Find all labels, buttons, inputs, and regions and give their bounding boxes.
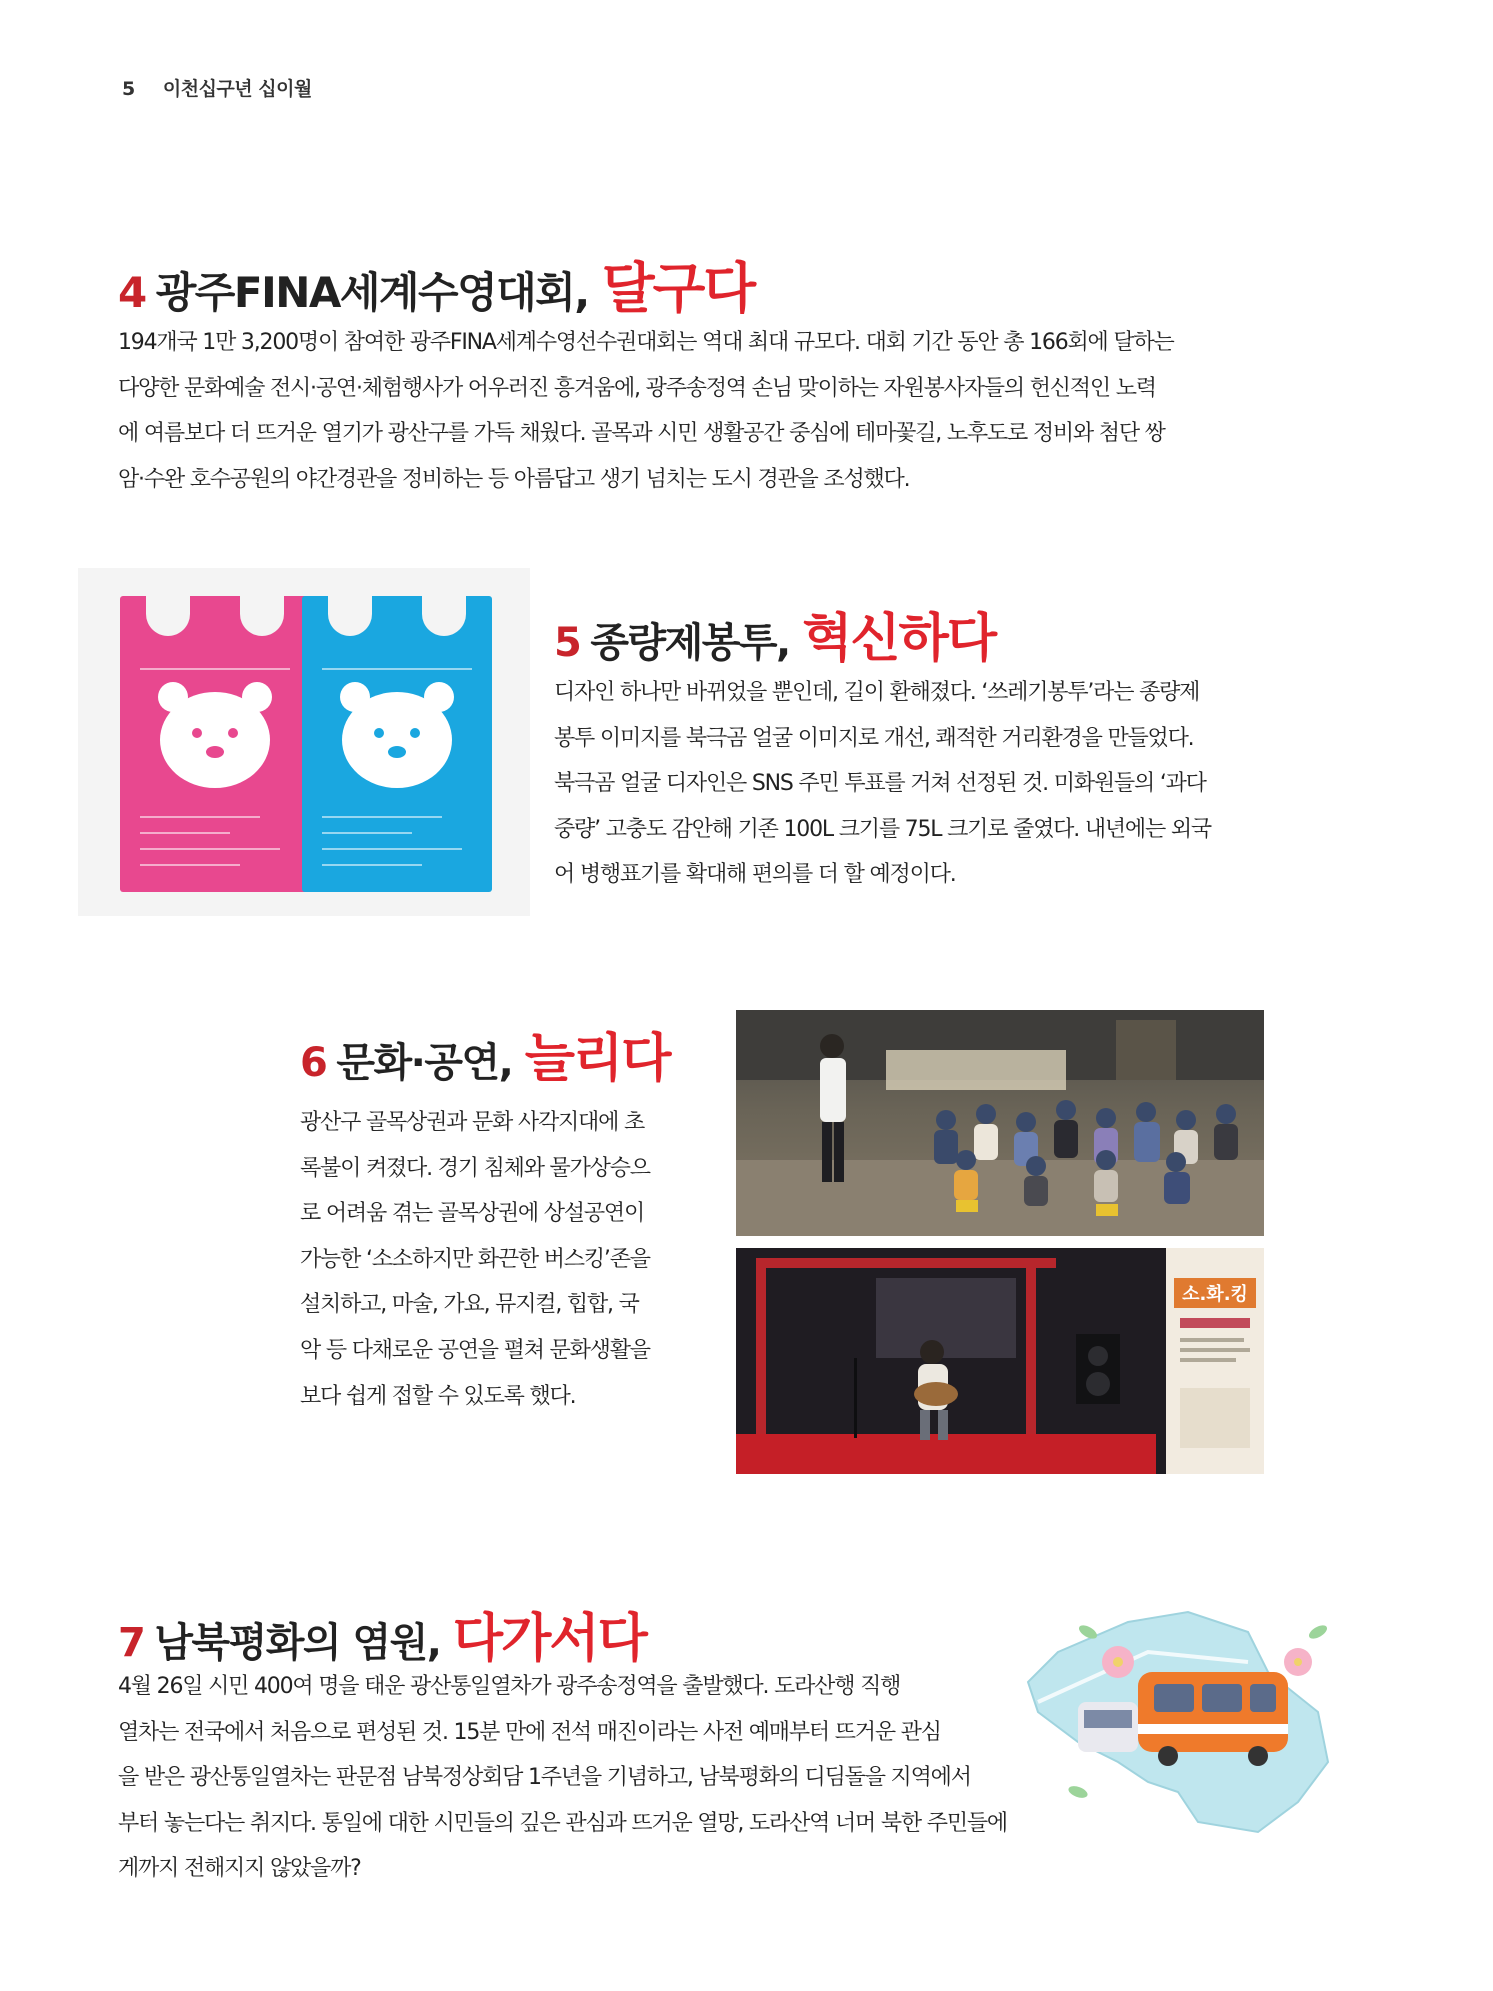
section-7-highlight: 다가서다 <box>452 1609 646 1669</box>
section-6-line: 록불이 켜졌다. 경기 침체와 물가상승으 <box>300 1155 650 1181</box>
section-5-line: 중량’ 고충도 감안해 기존 100L 크기를 75L 크기로 줄였다. 내년에는 외국 <box>554 816 1211 842</box>
pink-bag <box>120 596 310 892</box>
section-4-number: 4 <box>118 268 146 317</box>
busking-crowd-illustration <box>736 1010 1264 1236</box>
polar-bear-face-icon <box>160 692 270 788</box>
section-6-line: 보다 쉽게 접할 수 있도록 했다. <box>300 1383 576 1409</box>
garbage-bag-image <box>78 568 530 916</box>
korea-map-train-illustration <box>1018 1592 1348 1846</box>
section-7-number: 7 <box>118 1620 145 1666</box>
section-6-line: 가능한 ‘소소하지만 화끈한 버스킹’존을 <box>300 1246 650 1272</box>
section-7-line: 4월 26일 시민 400여 명을 태운 광산통일열차가 광주송정역을 출발했다. 도라산행 직행 <box>118 1674 901 1699</box>
section-7-body <box>118 1664 1098 1892</box>
sign-title: 소.화.킹 <box>1182 1284 1248 1305</box>
polar-bear-face-icon <box>342 692 452 788</box>
section-4-heading: 광주FINA세계수영대회, <box>155 268 589 317</box>
issue-date: 이천십구년 십이월 <box>162 78 312 100</box>
section-4-title <box>118 244 754 323</box>
section-4-highlight: 달구다 <box>601 256 755 320</box>
section-7-line: 게까지 전해지지 않았을까? <box>118 1856 361 1882</box>
night-busking-stage-photo <box>736 1248 1264 1474</box>
section-4-body <box>118 320 1278 502</box>
section-5-heading: 종량제봉투, <box>590 620 790 666</box>
section-4-line: 194개국 1만 3,200명이 참여한 광주FINA세계수영선수권대회는 역대 최대 규모다. 대회 기간 동안 총 166회에 달하는 <box>118 330 1174 355</box>
section-7-line: 열차는 전국에서 처음으로 편성된 것. 15분 만에 전석 매진이라는 사전 예매부터 뜨거운 관심 <box>118 1719 941 1745</box>
blue-bag <box>302 596 492 892</box>
section-6-line: 로 어려움 겪는 골목상권에 상설공연이 <box>300 1201 645 1227</box>
section-7-line: 을 받은 광산통일열차는 판문점 남북정상회담 1주년을 기념하고, 남북평화의 디딤돌을 지역에서 <box>118 1765 971 1791</box>
section-5-title <box>554 596 995 671</box>
section-5-line: 어 병행표기를 확대해 편의를 더 할 예정이다. <box>554 862 956 888</box>
section-4-line: 에 여름보다 더 뜨거운 열기가 광산구를 가득 채웠다. 골목과 시민 생활공간 중심에 테마꽃길, 노후도로 정비와 첨단 쌍 <box>118 421 1165 447</box>
section-6-line: 광산구 골목상권과 문화 사각지대에 초 <box>300 1110 645 1135</box>
section-4-line: 다양한 문화예술 전시·공연·체험행사가 어우러진 흥겨움에, 광주송정역 손님 맞이하는 자원봉사자들의 헌신적인 노력 <box>118 375 1156 401</box>
section-6-line: 악 등 다채로운 공연을 펼쳐 문화생활을 <box>300 1337 650 1363</box>
section-5-highlight: 혁신하다 <box>802 609 996 669</box>
train-map-icon <box>1018 1592 1348 1846</box>
page-number: 5 <box>122 78 135 100</box>
section-5-number: 5 <box>554 620 581 666</box>
section-7-line: 부터 놓는다는 취지다. 통일에 대한 시민들의 깊은 관심과 뜨거운 열망, 도라산역 너머 북한 주민들에 <box>118 1810 1007 1836</box>
section-7-heading: 남북평화의 염원, <box>154 1620 441 1666</box>
section-6-title <box>300 1016 669 1091</box>
section-5-line: 봉투 이미지를 북극곰 얼굴 이미지로 개선, 쾌적한 거리환경을 만들었다. <box>554 725 1194 751</box>
section-6-body <box>300 1100 720 1419</box>
section-5-line: 북극곰 얼굴 디자인은 SNS 주민 투표를 거쳐 선정된 것. 미화원들의 ‘과다 <box>554 771 1206 797</box>
section-6-heading: 문화·공연, <box>336 1040 513 1086</box>
section-5-body <box>554 670 1294 898</box>
page-header <box>122 74 312 101</box>
busking-crowd-photo <box>736 1010 1264 1236</box>
section-6-highlight: 늘리다 <box>524 1029 670 1089</box>
section-7-title <box>118 1596 646 1671</box>
section-6-number: 6 <box>300 1040 327 1086</box>
night-stage-illustration <box>736 1248 1264 1474</box>
section-4-line: 암·수완 호수공원의 야간경관을 정비하는 등 아름답고 생기 넘치는 도시 경관을 조성했다. <box>118 466 910 492</box>
section-6-line: 설치하고, 마술, 가요, 뮤지컬, 힙합, 국 <box>300 1292 639 1318</box>
section-5-line: 디자인 하나만 바뀌었을 뿐인데, 길이 환해졌다. ‘쓰레기봉투’라는 종량제 <box>554 680 1200 705</box>
